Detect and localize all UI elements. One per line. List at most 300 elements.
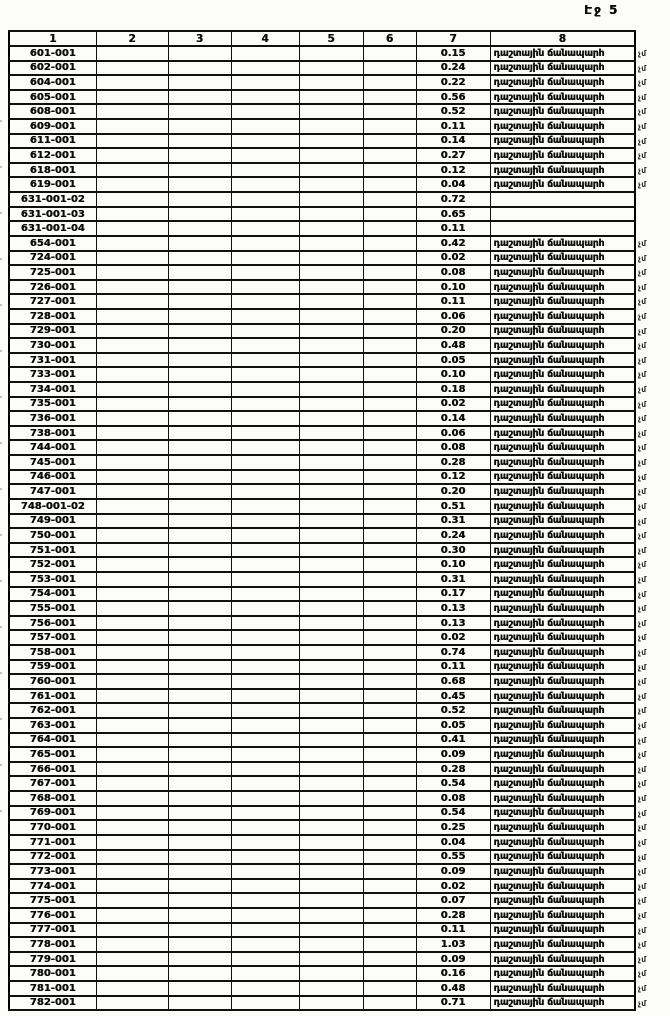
cell-code: 761-001 [9,689,96,704]
cell-code: 725-001 [9,265,96,280]
cell-col5 [299,382,363,397]
table-row [9,134,635,149]
edge-fragment: չմ [638,881,647,891]
table-row [9,309,635,324]
edge-fragment: չմ [638,443,647,453]
cell-col3 [168,616,231,631]
cell-col4 [231,791,299,806]
cell-code: 782-001 [9,996,96,1011]
cell-col5 [299,324,363,339]
cell-col3 [168,966,231,981]
cell-col2 [96,148,168,163]
cell-col3 [168,367,231,382]
table-row [9,996,635,1011]
cell-code: 781-001 [9,981,96,996]
table-row [9,294,635,309]
table-row [9,645,635,660]
cell-col6 [363,835,416,850]
table-row [9,192,635,207]
cell-col5 [299,893,363,908]
edge-fragment: չմ [638,896,647,906]
scan-artifact [0,120,2,820]
cell-col5 [299,192,363,207]
cell-col6 [363,747,416,762]
edge-fragment: չմ [638,92,647,102]
cell-code: 750-001 [9,528,96,543]
cell-col5 [299,119,363,134]
table-row [9,338,635,353]
table-row [9,660,635,675]
cell-col4 [231,455,299,470]
cell-area: 0.09 [416,864,490,879]
cell-col3 [168,981,231,996]
cell-code: 749-001 [9,514,96,529]
cell-area: 0.48 [416,981,490,996]
table-row [9,46,635,61]
table-row [9,367,635,382]
cell-col6 [363,645,416,660]
cell-col6 [363,90,416,105]
cell-col3 [168,397,231,412]
cell-col3 [168,776,231,791]
cell-col4 [231,601,299,616]
cell-road-label: դաշտային ճանապարհ [490,864,635,879]
cell-col2 [96,221,168,236]
cell-code: 609-001 [9,119,96,134]
cell-col2 [96,616,168,631]
cell-road-label: դաշտային ճանապարհ [490,177,635,192]
cell-area: 0.08 [416,265,490,280]
cell-code: 763-001 [9,718,96,733]
cell-col6 [363,528,416,543]
table-row [9,324,635,339]
table-row [9,966,635,981]
cell-col5 [299,747,363,762]
edge-fragment: չմ [638,151,647,161]
cell-road-label [490,221,635,236]
cell-col6 [363,879,416,894]
cell-col6 [363,587,416,602]
cell-col3 [168,703,231,718]
cell-col5 [299,455,363,470]
cell-code: 654-001 [9,236,96,251]
cell-road-label: դաշտային ճանապարհ [490,484,635,499]
cell-col3 [168,324,231,339]
cell-col6 [363,689,416,704]
edge-fragment: չմ [638,910,647,920]
cell-area: 0.30 [416,543,490,558]
table-row [9,718,635,733]
cell-col3 [168,309,231,324]
cell-col3 [168,104,231,119]
table-row [9,937,635,952]
cell-col4 [231,966,299,981]
cell-area: 0.11 [416,294,490,309]
cell-code: 724-001 [9,251,96,266]
cell-col5 [299,908,363,923]
table-row [9,514,635,529]
cell-road-label: դաշտային ճանապարհ [490,835,635,850]
cell-col3 [168,762,231,777]
cell-col4 [231,426,299,441]
cell-col4 [231,514,299,529]
edge-fragment: չմ [638,633,647,643]
cell-code: 729-001 [9,324,96,339]
cell-col5 [299,61,363,76]
cell-col4 [231,703,299,718]
cell-col2 [96,236,168,251]
cell-col2 [96,543,168,558]
cell-col2 [96,703,168,718]
cell-col3 [168,660,231,675]
cell-road-label: դաշտային ճանապարհ [490,470,635,485]
cell-road-label: դաշտային ճանապարհ [490,601,635,616]
cell-col2 [96,75,168,90]
table-row [9,850,635,865]
cell-col2 [96,820,168,835]
cell-code: 756-001 [9,616,96,631]
cell-col4 [231,908,299,923]
cell-road-label: դաշտային ճանապարհ [490,440,635,455]
cell-col4 [231,484,299,499]
cell-area: 0.24 [416,61,490,76]
cell-col3 [168,952,231,967]
cell-col5 [299,674,363,689]
cell-col2 [96,163,168,178]
cell-area: 0.22 [416,75,490,90]
cell-col3 [168,163,231,178]
cell-col3 [168,280,231,295]
cell-col2 [96,411,168,426]
cell-road-label: դաշտային ճանապարհ [490,557,635,572]
cell-code: 734-001 [9,382,96,397]
cell-code: 769-001 [9,806,96,821]
table-row [9,163,635,178]
column-header-7: 7 [416,31,490,46]
cell-col4 [231,616,299,631]
cell-area: 0.72 [416,192,490,207]
edge-fragment: չմ [638,618,647,628]
table-row [9,148,635,163]
edge-fragment: չմ [638,574,647,584]
cell-col6 [363,119,416,134]
cell-road-label: դաշտային ճանապարհ [490,543,635,558]
cell-col2 [96,353,168,368]
cell-col4 [231,382,299,397]
cell-area: 0.05 [416,718,490,733]
cell-col3 [168,265,231,280]
cell-col6 [363,806,416,821]
cell-col2 [96,177,168,192]
cell-col3 [168,718,231,733]
cell-col4 [231,280,299,295]
cell-code: 777-001 [9,923,96,938]
cell-col6 [363,397,416,412]
cell-col3 [168,557,231,572]
table-row [9,835,635,850]
cell-col3 [168,251,231,266]
cell-col3 [168,426,231,441]
table-row [9,601,635,616]
column-header-1: 1 [9,31,96,46]
edge-fragment: չմ [638,311,647,321]
cell-col3 [168,440,231,455]
cell-col5 [299,703,363,718]
table-row [9,981,635,996]
cell-area: 0.06 [416,309,490,324]
cell-col4 [231,324,299,339]
cell-area: 0.12 [416,470,490,485]
table-row [9,776,635,791]
cell-col3 [168,733,231,748]
cell-col3 [168,177,231,192]
table-row [9,470,635,485]
table-row [9,528,635,543]
edge-fragment: չմ [638,107,647,117]
cell-col2 [96,776,168,791]
cell-area: 0.54 [416,776,490,791]
column-header-8: 8 [490,31,635,46]
cell-col2 [96,762,168,777]
edge-fragment: չմ [638,779,647,789]
cell-code: 774-001 [9,879,96,894]
cell-code: 753-001 [9,572,96,587]
cell-area: 0.05 [416,353,490,368]
table-row [9,806,635,821]
cell-col2 [96,309,168,324]
cell-area: 0.31 [416,572,490,587]
table-row [9,75,635,90]
cell-area: 0.12 [416,163,490,178]
cell-col6 [363,820,416,835]
cell-area: 0.02 [416,630,490,645]
cell-col2 [96,952,168,967]
edge-fragment [638,193,668,208]
cell-road-label: դաշտային ճանապարհ [490,46,635,61]
cell-code: 760-001 [9,674,96,689]
cell-col2 [96,747,168,762]
cell-road-label: դաշտային ճանապարհ [490,382,635,397]
cell-code: 745-001 [9,455,96,470]
edge-fragment [638,208,668,223]
cell-col6 [363,514,416,529]
cell-col5 [299,309,363,324]
cell-col4 [231,440,299,455]
table-row [9,557,635,572]
table-row [9,762,635,777]
cell-col4 [231,207,299,222]
cell-area: 1.03 [416,937,490,952]
table-row [9,543,635,558]
column-header-6: 6 [363,31,416,46]
cell-road-label: դաշտային ճանապարհ [490,338,635,353]
cell-road-label: դաշտային ճանապարհ [490,134,635,149]
cell-col4 [231,820,299,835]
cell-code: 765-001 [9,747,96,762]
cell-col5 [299,440,363,455]
cell-area: 0.41 [416,733,490,748]
cell-road-label: դաշտային ճանապարհ [490,104,635,119]
cell-road-label: դաշտային ճանապարհ [490,762,635,777]
cell-col2 [96,572,168,587]
cell-code: 730-001 [9,338,96,353]
cell-code: 772-001 [9,850,96,865]
cell-col5 [299,733,363,748]
cell-col3 [168,674,231,689]
cell-col5 [299,879,363,894]
cell-col3 [168,90,231,105]
cell-code: 776-001 [9,908,96,923]
cell-col5 [299,820,363,835]
cell-area: 0.04 [416,835,490,850]
edge-fragment: չմ [638,282,647,292]
cell-col3 [168,499,231,514]
cell-col2 [96,791,168,806]
cell-area: 0.74 [416,645,490,660]
cell-col5 [299,645,363,660]
cell-code: 766-001 [9,762,96,777]
cell-code: 733-001 [9,367,96,382]
cell-area: 0.02 [416,251,490,266]
cell-code: 631-001-04 [9,221,96,236]
edge-fragment: չմ [638,764,647,774]
cell-col6 [363,762,416,777]
cell-col6 [363,104,416,119]
edge-fragment: չմ [638,531,647,541]
edge-fragment: չմ [638,297,647,307]
cell-col5 [299,528,363,543]
cell-area: 0.42 [416,236,490,251]
cell-col2 [96,996,168,1011]
cell-road-label: դաշտային ճանապարհ [490,280,635,295]
cell-col3 [168,134,231,149]
cell-col2 [96,104,168,119]
cell-road-label: դաշտային ճանապարհ [490,747,635,762]
table-row [9,674,635,689]
cell-col2 [96,251,168,266]
cell-col6 [363,850,416,865]
cell-col4 [231,119,299,134]
cell-col5 [299,499,363,514]
cell-col6 [363,163,416,178]
column-header-2: 2 [96,31,168,46]
cell-col6 [363,148,416,163]
table-row [9,572,635,587]
cell-col2 [96,718,168,733]
cell-road-label: դաշտային ճանապարհ [490,90,635,105]
cell-col2 [96,981,168,996]
cell-area: 0.09 [416,952,490,967]
cell-road-label: դաշտային ճանապարհ [490,324,635,339]
cell-code: 748-001-02 [9,499,96,514]
cell-road-label: դաշտային ճանապարհ [490,426,635,441]
cell-road-label: դաշտային ճանապարհ [490,806,635,821]
cell-road-label: դաշտային ճանապարհ [490,499,635,514]
cell-col6 [363,280,416,295]
cell-col3 [168,908,231,923]
cell-col6 [363,981,416,996]
table-row [9,426,635,441]
edge-fragment: չմ [638,253,647,263]
cell-area: 0.09 [416,747,490,762]
cell-col5 [299,572,363,587]
cell-code: 726-001 [9,280,96,295]
cell-col3 [168,587,231,602]
cell-col3 [168,893,231,908]
cell-road-label: դաշտային ճանապարհ [490,879,635,894]
cell-col2 [96,338,168,353]
cell-code: 604-001 [9,75,96,90]
cell-col2 [96,367,168,382]
header-row [9,31,635,46]
cell-col2 [96,893,168,908]
cell-road-label: դաշտային ճանապարհ [490,952,635,967]
table-row [9,908,635,923]
cell-col5 [299,616,363,631]
cell-col3 [168,806,231,821]
cell-code: 755-001 [9,601,96,616]
cell-col4 [231,996,299,1011]
cell-area: 0.45 [416,689,490,704]
cell-code: 778-001 [9,937,96,952]
cell-col4 [231,367,299,382]
edge-fragment: չմ [638,238,647,248]
cell-col6 [363,484,416,499]
cell-col4 [231,104,299,119]
cell-road-label: դաշտային ճանապարհ [490,75,635,90]
cell-code: 731-001 [9,353,96,368]
cell-code: 608-001 [9,104,96,119]
cell-area: 0.71 [416,996,490,1011]
edge-fragment [638,222,668,237]
cell-col2 [96,207,168,222]
edge-fragment: չմ [638,355,647,365]
cell-col2 [96,923,168,938]
cell-col3 [168,411,231,426]
edge-fragment: չմ [638,647,647,657]
cell-road-label: դաշտային ճանապարհ [490,820,635,835]
cell-col5 [299,148,363,163]
cell-col4 [231,221,299,236]
cell-code: 744-001 [9,440,96,455]
cell-col5 [299,601,363,616]
cell-col5 [299,966,363,981]
cell-road-label: դաշտային ճանապարհ [490,776,635,791]
cell-area: 0.11 [416,923,490,938]
cell-area: 0.28 [416,455,490,470]
cell-code: 601-001 [9,46,96,61]
cell-area: 0.27 [416,148,490,163]
cell-road-label: դաշտային ճանապարհ [490,251,635,266]
edge-fragment: չմ [638,63,647,73]
cell-col5 [299,937,363,952]
cell-col4 [231,630,299,645]
edge-fragment: չմ [638,721,647,731]
parcel-table [8,30,636,1011]
cell-col2 [96,587,168,602]
cell-col6 [363,455,416,470]
cell-col4 [231,177,299,192]
edge-fragment: չմ [638,998,647,1008]
cell-col3 [168,382,231,397]
cell-area: 0.68 [416,674,490,689]
cell-area: 0.08 [416,440,490,455]
cell-area: 0.11 [416,119,490,134]
cell-area: 0.07 [416,893,490,908]
cell-col5 [299,630,363,645]
cell-col3 [168,820,231,835]
cell-area: 0.15 [416,46,490,61]
